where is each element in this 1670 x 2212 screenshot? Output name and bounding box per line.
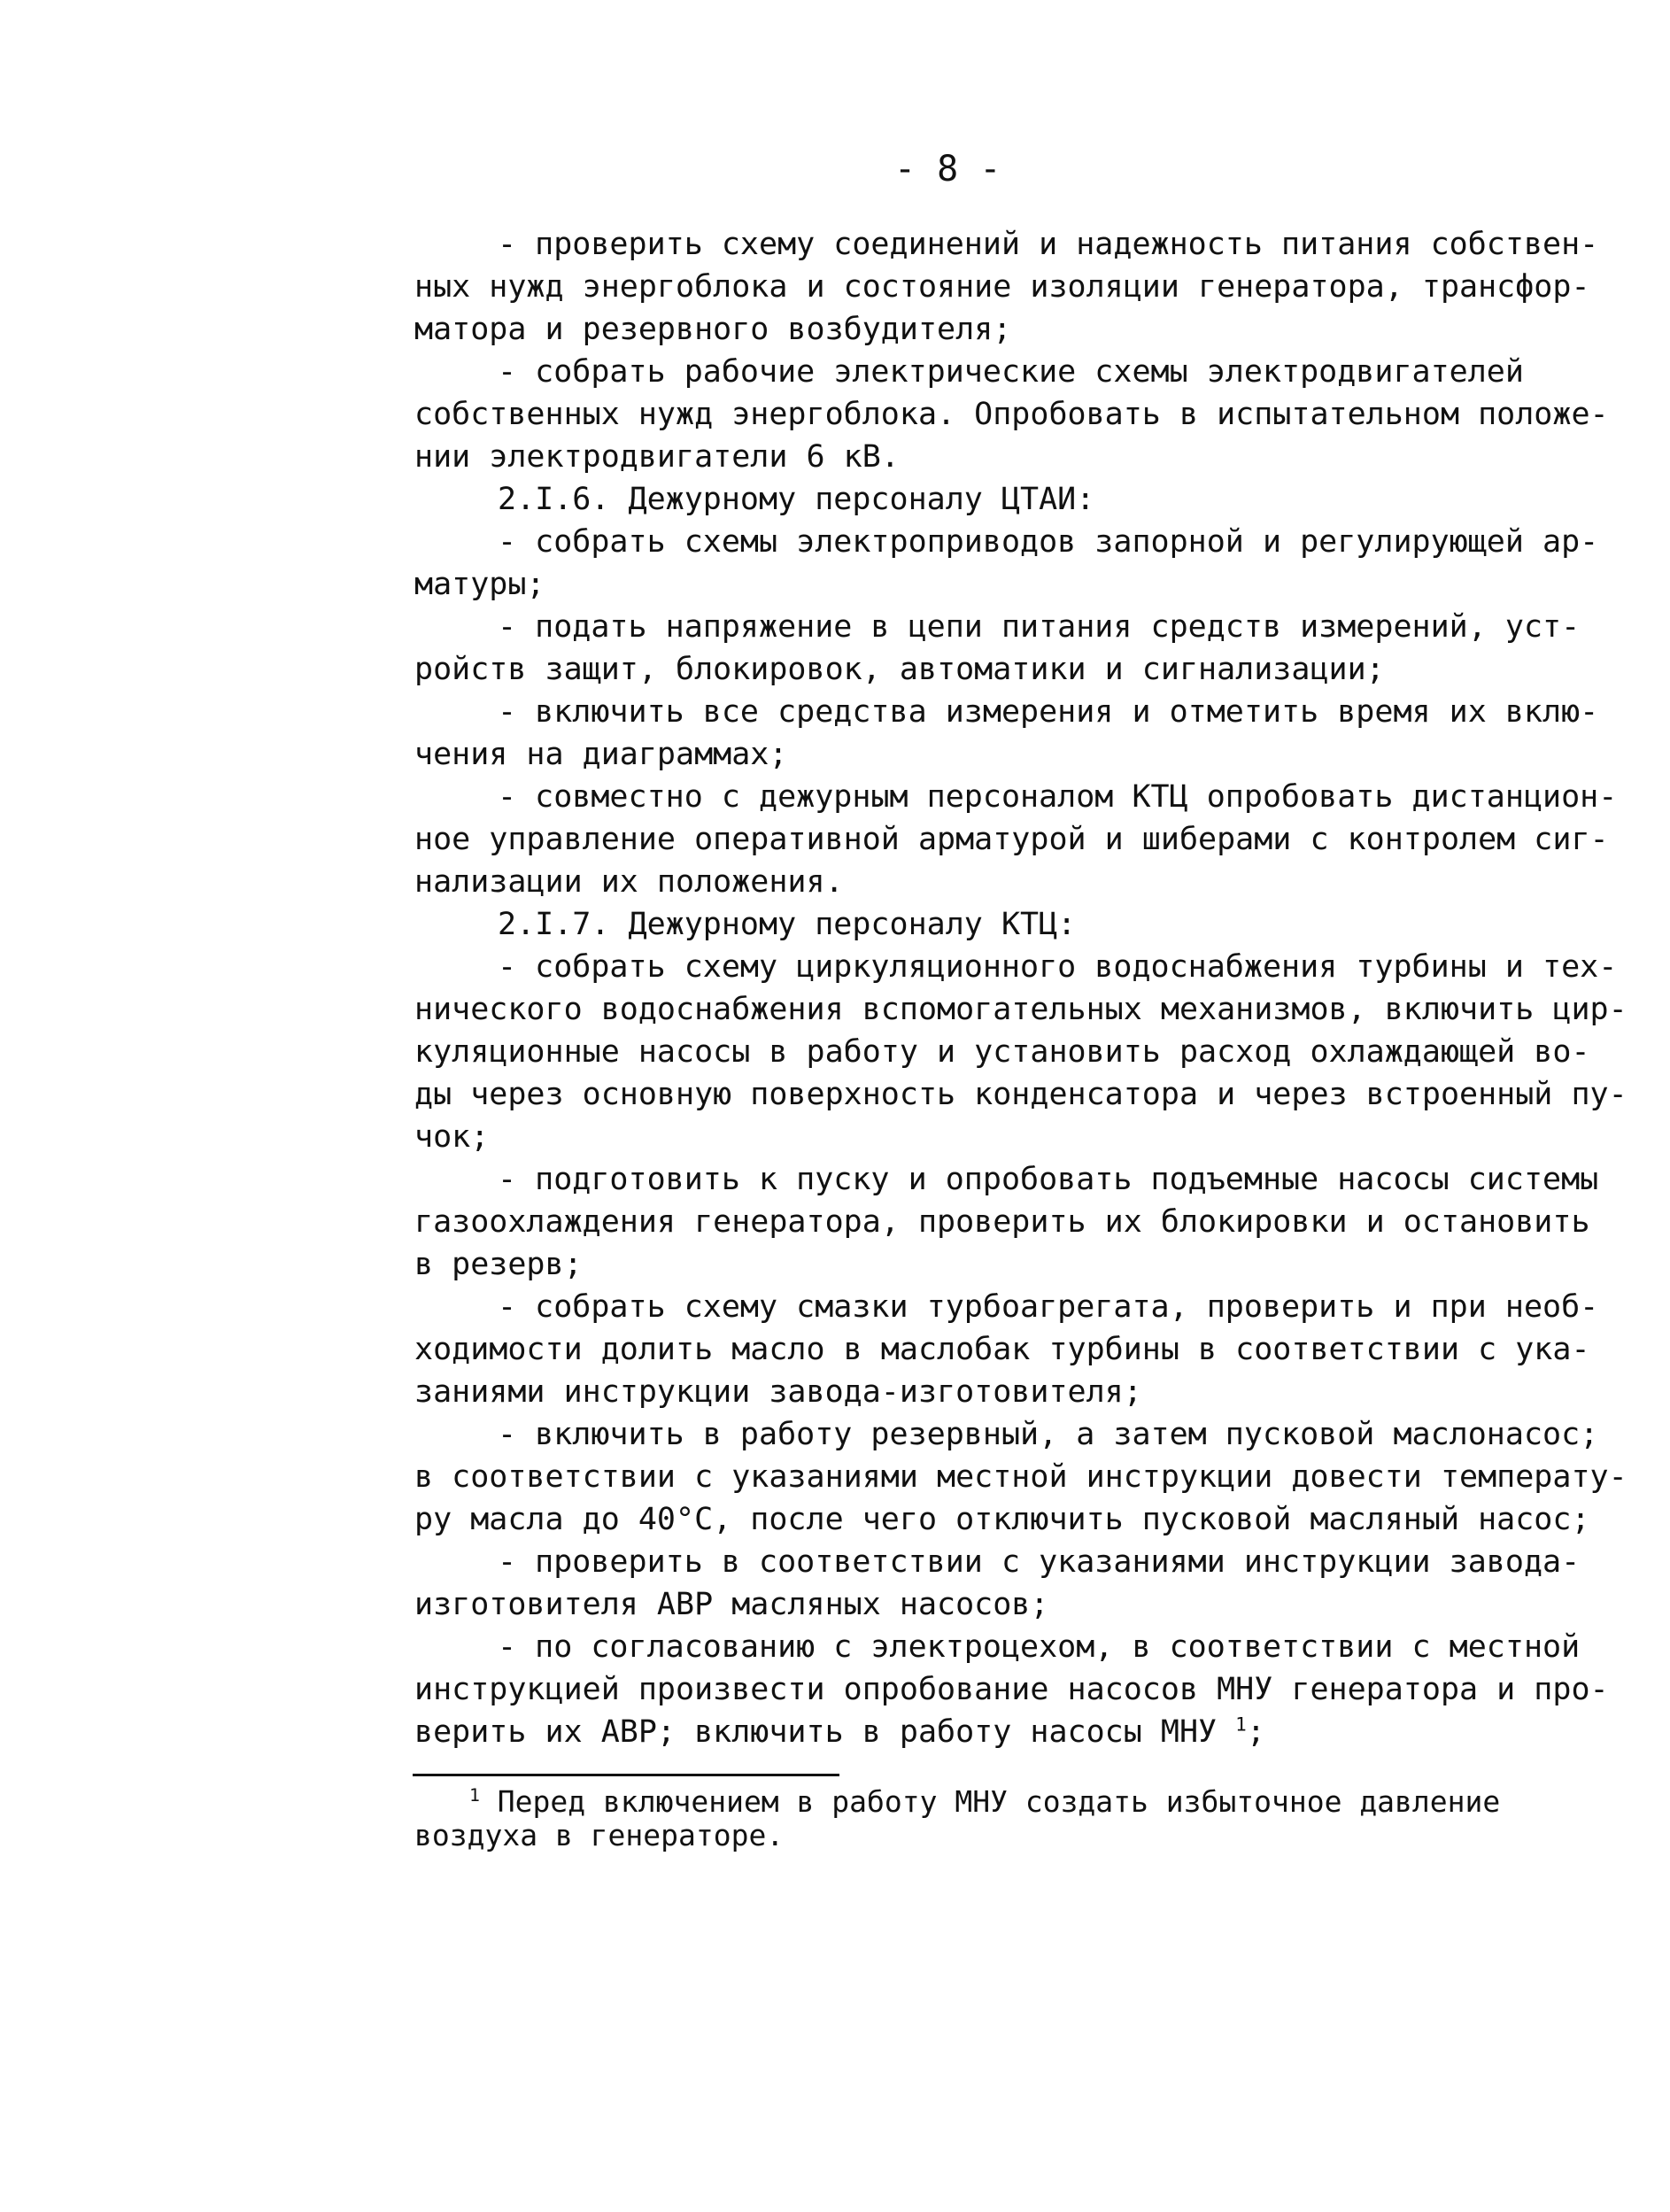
- footnote-divider: [413, 1774, 839, 1776]
- footnote-line: воздуха в генераторе.: [414, 1818, 785, 1852]
- text-line: - включить все средства измерения и отметить время их вклю-: [498, 694, 1599, 730]
- text-line: газоохлаждения генератора, проверить их блокировки и остановить: [414, 1204, 1590, 1240]
- text-line: в соответствии с указаниями местной инструкции довести температу-: [414, 1459, 1627, 1495]
- text-line: ных нужд энергоблока и состояние изоляции генератора, трансфор-: [414, 269, 1590, 305]
- text-line: нии электродвигатели 6 кВ.: [414, 439, 900, 475]
- text-line: - проверить в соответствии с указаниями инструкции завода-: [498, 1544, 1581, 1580]
- text-line: - включить в работу резервный, а затем пусковой маслонасос;: [498, 1417, 1599, 1452]
- text-line: - подать напряжение в цепи питания средств измерений, уст-: [498, 609, 1581, 645]
- text-line: изготовителя АВР масляных насосов;: [414, 1587, 1049, 1622]
- text-line: нического водоснабжения вспомогательных механизмов, включить цир-: [414, 992, 1627, 1027]
- text-line: собственных нужд энергоблока. Опробовать в испытательном положе-: [414, 397, 1609, 432]
- text-line: чок;: [414, 1119, 490, 1155]
- text-line: заниями инструкции завода-изготовителя;: [414, 1374, 1142, 1410]
- footnote-marker: 1: [469, 1785, 480, 1806]
- text-line: - проверить схему соединений и надежность питания собствен-: [498, 227, 1599, 262]
- footnote-text: Перед включением в работу МНУ создать избыточное давление: [497, 1784, 1501, 1819]
- text-line: - собрать схемы электроприводов запорной и регулирующей ар-: [498, 524, 1599, 560]
- text-line: - совместно с дежурным персоналом КТЦ опробовать дистанцион-: [498, 779, 1618, 815]
- footnote-line: [469, 1784, 1501, 1819]
- text-line: [414, 1711, 1523, 1753]
- text-line-end: ;: [1246, 1714, 1265, 1750]
- text-line: - собрать схему смазки турбоагрегата, проверить и при необ-: [498, 1289, 1599, 1325]
- text-line: - собрать рабочие электрические схемы электродвигателей: [498, 354, 1524, 390]
- text-line: в резерв;: [414, 1247, 583, 1282]
- text-line: нализации их положения.: [414, 864, 844, 900]
- text-line: куляционные насосы в работу и установить расход охлаждающей во-: [414, 1034, 1590, 1070]
- text-line: - подготовить к пуску и опробовать подъемные насосы системы: [498, 1162, 1599, 1197]
- text-line: ное управление оперативной арматурой и шиберами с контролем сиг-: [414, 822, 1609, 857]
- text-line: инструкцией произвести опробование насосов МНУ генератора и про-: [414, 1672, 1609, 1707]
- text-line: - собрать схему циркуляционного водоснабжения турбины и тех-: [498, 949, 1618, 985]
- text-line: матора и резервного возбудителя;: [414, 312, 1012, 347]
- footnote-ref: 1: [1235, 1713, 1247, 1736]
- text-line: ру масла до 40°С, после чего отключить пусковой масляный насос;: [414, 1502, 1590, 1537]
- text-line: ходимости долить масло в маслобак турбины в соответствии с ука-: [414, 1332, 1590, 1367]
- page-number: - 8 -: [894, 149, 1001, 189]
- text-line: чения на диаграммах;: [414, 737, 788, 772]
- text-line: - по согласованию с электроцехом, в соответствии с местной: [498, 1629, 1581, 1665]
- text-line: матуры;: [414, 567, 545, 602]
- text-line: ды через основную поверхность конденсатора и через встроенный пу-: [414, 1077, 1627, 1112]
- text-line-main: верить их АВР; включить в работу насосы МНУ: [414, 1714, 1218, 1750]
- text-line: ройств защит, блокировок, автоматики и сигнализации;: [414, 652, 1385, 687]
- section-heading: 2.I.7. Дежурному персоналу КТЦ:: [498, 907, 1077, 942]
- section-heading: 2.I.6. Дежурному персоналу ЦТАИ:: [498, 482, 1095, 517]
